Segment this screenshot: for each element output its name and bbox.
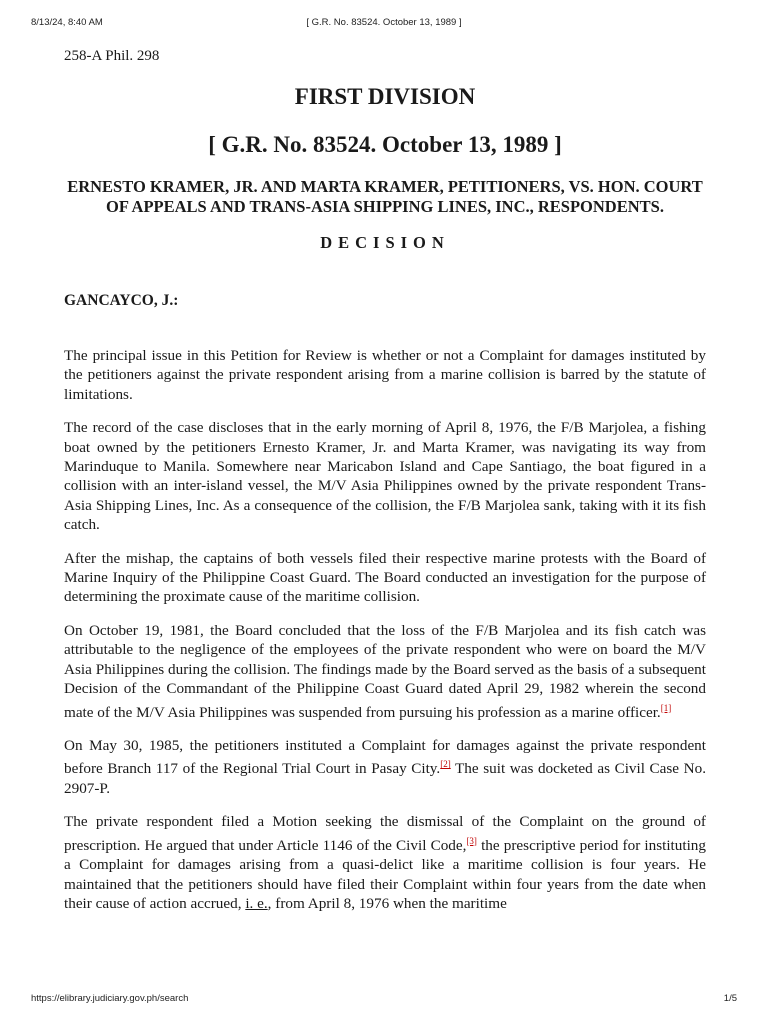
print-header	[31, 17, 737, 31]
case-number-heading: [ G.R. No. 83524. October 13, 1989 ]	[208, 132, 562, 157]
footnote-link-3[interactable]: [3]	[466, 835, 477, 846]
footnote-link-2[interactable]: [2]	[440, 759, 451, 770]
paragraph-5-text-b: The suit was docketed as Civil Case No. 2907-P.	[64, 760, 706, 797]
print-title: [ G.R. No. 83524. October 13, 1989 ]	[306, 17, 462, 28]
ponente: GANCAYCO, J.:	[64, 292, 179, 309]
paragraph-4-text: On October 19, 1981, the Board concluded that the loss of the F/B Marjolea and its fish catch was attributable to the negligence of the employees of the private respondent who were on board the M/V Asia Philippines during the collision. The findings made by the Board served as the basis of a subsequent Decision of the Commandant of the Philippine Coast Guard dated April 29, 1982 wherein the second mate of the M/V Asia Philippines was suspended from pursuing his profession as a marine officer.	[64, 621, 706, 721]
paragraph-6-ie: i. e.	[245, 894, 268, 912]
paragraph-5	[64, 736, 706, 798]
paragraph-2: The record of the case discloses that in the early morning of April 8, 1976, the F/B Marjolea, a fishing boat owned by the petitioners Ernesto Kramer, Jr. and Marta Kramer, was navigating its way from Marinduque to Manila. Somewhere near Maricabon Island and Cape Santiago, the boat figured in a collision with an inter-island vessel, the M/V Asia Philippines owned by the private respondent Trans-Asia Shipping Lines, Inc. As a consequence of the collision, the F/B Marjolea sank, taking with it its fish catch.	[64, 419, 706, 534]
citation: 258-A Phil. 298	[64, 48, 160, 64]
paragraph-3: After the mishap, the captains of both vessels filed their respective marine protests with the Board of Marine Inquiry of the Philippine Coast Guard. The Board conducted an investigation for the purpose of determining the proximate cause of the maritime collision.	[64, 549, 706, 606]
paragraph-6	[64, 812, 706, 913]
paragraph-5-text-a: On May 30, 1985, the petitioners instituted a Complaint for damages against the private respondent before Branch 117 of the Regional Trial Court in Pasay City.	[64, 736, 706, 778]
decision-label: DECISION	[320, 233, 450, 252]
print-footer	[31, 993, 737, 1007]
document-content	[64, 46, 706, 927]
footnote-link-1[interactable]: [1]	[660, 702, 672, 713]
case-parties: ERNESTO KRAMER, JR. AND MARTA KRAMER, PETITIONERS, VS. HON. COURT OF APPEALS AND TRANS-ASIA SHIPPING LINES, INC., RESPONDENTS.	[67, 177, 703, 216]
print-page-number: 1/5	[723, 993, 737, 1004]
print-url: https://elibrary.judiciary.gov.ph/search	[31, 993, 189, 1004]
paragraph-1: The principal issue in this Petition for Review is whether or not a Complaint for damages instituted by the petitioners against the private respondent arising from a marine collision is barred by the statute of limitations.	[64, 347, 706, 403]
print-datetime: 8/13/24, 8:40 AM	[31, 17, 103, 28]
paragraph-6-text-a: The private respondent filed a Motion seeking the dismissal of the Complaint on the ground of prescription. He argued that under Article 1146 of the Civil Code,	[64, 813, 706, 854]
paragraph-4	[64, 621, 706, 722]
division-heading: FIRST DIVISION	[294, 84, 476, 109]
paragraph-6-text-c: , from April 8, 1976 when the maritime	[267, 894, 507, 912]
paragraph-6-text-b: the prescriptive period for instituting a Complaint for damages arising from a quasi-delict like a maritime collision is four years. He maintained that the petitioners should have filed their Complaint within four years from the date when their cause of action accrued,	[64, 836, 706, 912]
decision-body	[64, 346, 706, 913]
